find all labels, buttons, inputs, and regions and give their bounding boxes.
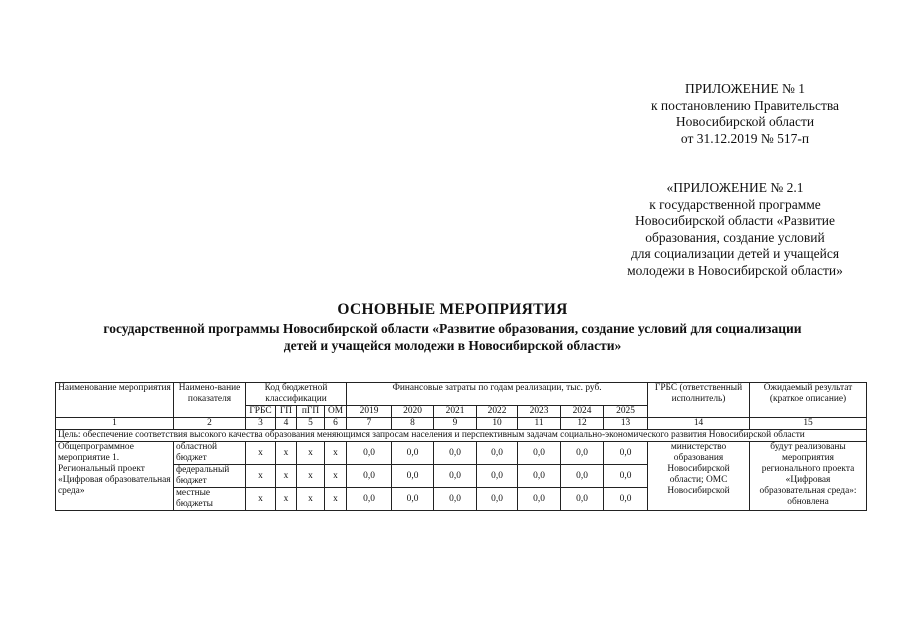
value-cell: 0,0	[347, 442, 392, 465]
goal-row	[56, 430, 867, 442]
indicator-cell: областной бюджет	[174, 442, 246, 465]
value-cell: 0,0	[604, 488, 648, 511]
column-number: 13	[604, 418, 648, 430]
header-row-1	[56, 383, 867, 406]
value-cell: 0,0	[518, 442, 561, 465]
header-indicator-name: Наимено-вание показателя	[174, 383, 246, 418]
measure-name-cell: Общепрограммное мероприятие 1. Региональный проект «Цифровая образовательная среда»	[56, 442, 174, 511]
appendix-2-line: Новосибирской области «Развитие	[635, 213, 835, 228]
appendix-2-line: к государственной программе	[649, 196, 821, 212]
header-budget-code: Код бюджетной классификации	[246, 383, 347, 406]
column-number: 2	[174, 418, 246, 430]
value-cell: 0,0	[518, 465, 561, 488]
appendix-1-line: от 31.12.2019 № 517-п	[680, 130, 810, 146]
value-cell: 0,0	[477, 488, 518, 511]
expected-result-cell: будут реализованы мероприятия регионального проекта «Цифровая образовательная среда»: обновлена	[750, 442, 867, 511]
code-cell: х	[246, 442, 276, 465]
code-cell: х	[325, 442, 347, 465]
column-number: 9	[434, 418, 477, 430]
appendix-1-line: ПРИЛОЖЕНИЕ № 1	[684, 81, 806, 96]
appendix-1-line: к постановлению Правительства	[650, 97, 840, 113]
measures-table	[55, 382, 867, 511]
header-om: ОМ	[325, 406, 347, 418]
appendix-2-1-header	[570, 180, 900, 279]
header-pgp: пГП	[297, 406, 325, 418]
subtitle-line-1: государственной программы Новосибирской области «Развитие образования, создание условий для социализации	[103, 321, 802, 336]
value-cell: 0,0	[347, 488, 392, 511]
column-number: 1	[56, 418, 174, 430]
document-title: ОСНОВНЫЕ МЕРОПРИЯТИЯ	[337, 301, 568, 318]
column-number-row	[56, 418, 867, 430]
header-year: 2020	[392, 406, 434, 418]
column-number: 4	[276, 418, 297, 430]
column-number: 11	[518, 418, 561, 430]
header-year: 2022	[477, 406, 518, 418]
code-cell: х	[325, 488, 347, 511]
value-cell: 0,0	[392, 488, 434, 511]
table-row	[56, 442, 867, 465]
header-year: 2019	[347, 406, 392, 418]
executor-cell: министерство образования Новосибирской области; ОМС Новосибирской	[648, 442, 750, 511]
column-number: 10	[477, 418, 518, 430]
value-cell: 0,0	[477, 442, 518, 465]
header-year: 2023	[518, 406, 561, 418]
subtitle-line-2: детей и учащейся молодежи в Новосибирской области»	[283, 337, 622, 353]
appendix-1-header	[610, 81, 880, 147]
code-cell: х	[276, 488, 297, 511]
appendix-2-line: молодежи в Новосибирской области»	[627, 262, 843, 278]
header-expected-result: Ожидаемый результат (краткое описание)	[750, 383, 867, 418]
value-cell: 0,0	[434, 488, 477, 511]
value-cell: 0,0	[434, 442, 477, 465]
header-year: 2025	[604, 406, 648, 418]
value-cell: 0,0	[477, 465, 518, 488]
code-cell: х	[246, 488, 276, 511]
header-grbs-executor: ГРБС (ответственный исполнитель)	[648, 383, 750, 418]
goal-text: Цель: обеспечение соответствия высокого качества образования меняющимся запросам населения и перспективным задачам социально-экономического развития Новосибирской области	[56, 430, 867, 442]
column-number: 3	[246, 418, 276, 430]
column-number: 6	[325, 418, 347, 430]
appendix-2-line: «ПРИЛОЖЕНИЕ № 2.1	[666, 180, 804, 195]
column-number: 12	[561, 418, 604, 430]
code-cell: х	[276, 465, 297, 488]
appendix-2-line: для социализации детей и учащейся	[630, 246, 840, 261]
value-cell: 0,0	[561, 465, 604, 488]
indicator-cell: местные бюджеты	[174, 488, 246, 511]
value-cell: 0,0	[392, 465, 434, 488]
indicator-cell: федеральный бюджет	[174, 465, 246, 488]
appendix-2-line: образования, создание условий	[645, 229, 825, 245]
header-financing: Финансовые затраты по годам реализации, тыс. руб.	[347, 383, 648, 406]
header-year: 2021	[434, 406, 477, 418]
column-number: 5	[297, 418, 325, 430]
value-cell: 0,0	[561, 488, 604, 511]
column-number: 8	[392, 418, 434, 430]
code-cell: х	[297, 465, 325, 488]
code-cell: х	[297, 488, 325, 511]
document-subtitle	[0, 321, 905, 354]
value-cell: 0,0	[604, 465, 648, 488]
value-cell: 0,0	[392, 442, 434, 465]
appendix-1-line: Новосибирской области	[675, 114, 815, 129]
value-cell: 0,0	[604, 442, 648, 465]
header-gbs: ГРБС	[246, 406, 276, 418]
value-cell: 0,0	[347, 465, 392, 488]
value-cell: 0,0	[561, 442, 604, 465]
value-cell: 0,0	[518, 488, 561, 511]
code-cell: х	[246, 465, 276, 488]
code-cell: х	[276, 442, 297, 465]
column-number: 7	[347, 418, 392, 430]
value-cell: 0,0	[434, 465, 477, 488]
column-number: 14	[648, 418, 750, 430]
header-gp: ГП	[276, 406, 297, 418]
column-number: 15	[750, 418, 867, 430]
header-year: 2024	[561, 406, 604, 418]
code-cell: х	[297, 442, 325, 465]
header-measure-name: Наименование мероприятия	[56, 383, 174, 418]
code-cell: х	[325, 465, 347, 488]
